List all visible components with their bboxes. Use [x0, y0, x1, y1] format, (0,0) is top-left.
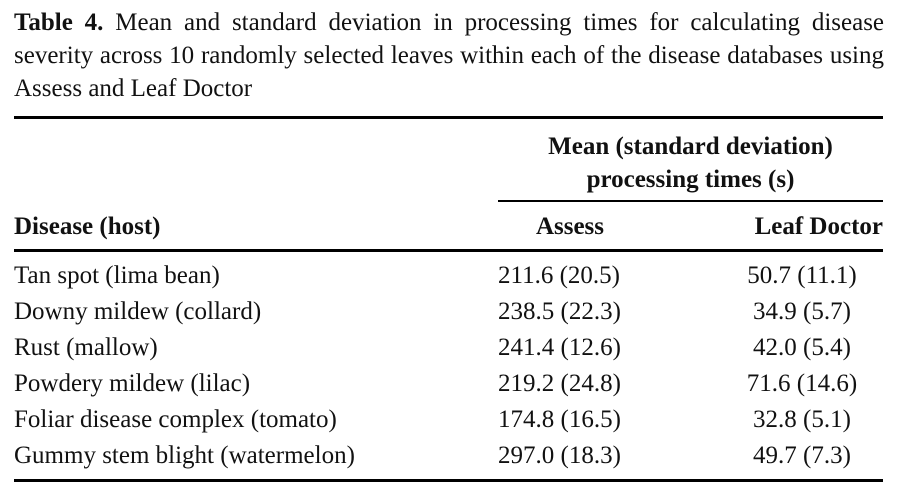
header-disease: Disease (host) — [14, 213, 161, 240]
header-assess: Assess — [535, 213, 605, 240]
table-body — [0, 258, 901, 474]
table-row — [0, 366, 901, 402]
cell-disease: Gummy stem blight (watermelon) — [14, 442, 355, 469]
cell-disease: Powdery mildew (lilac) — [14, 370, 251, 397]
cell-disease: Foliar disease complex (tomato) — [14, 406, 337, 433]
header-rule — [14, 249, 883, 252]
column-group-rule — [498, 200, 883, 202]
header-leaf-doctor: Leaf Doctor — [754, 213, 883, 240]
table-top-rule — [14, 116, 883, 119]
table-row — [0, 438, 901, 474]
cell-leaf-doctor: 32.8 (5.1) — [753, 406, 851, 433]
cell-leaf-doctor: 71.6 (14.6) — [746, 370, 858, 397]
cell-assess: 297.0 (18.3) — [498, 442, 621, 469]
caption-text: Mean and standard deviation in processing times for calculating disease severity across 10 randomly selected leaves within each of the disease databases using Assess and Leaf Doctor — [14, 9, 885, 102]
caption-label: Table 4. — [14, 9, 104, 36]
table-row — [0, 402, 901, 438]
cell-assess: 241.4 (12.6) — [498, 334, 621, 361]
table-row — [0, 330, 901, 366]
cell-assess: 238.5 (22.3) — [498, 298, 621, 325]
cell-leaf-doctor: 42.0 (5.4) — [753, 334, 851, 361]
cell-assess: 211.6 (20.5) — [498, 262, 620, 289]
cell-disease: Rust (mallow) — [14, 334, 158, 361]
cell-disease: Tan spot (lima bean) — [14, 262, 220, 289]
table-caption — [14, 6, 884, 105]
table-row — [0, 294, 901, 330]
cell-assess: 219.2 (24.8) — [498, 370, 621, 397]
table-row — [0, 258, 901, 294]
column-group-header: Mean (standard deviation) processing times (s) — [548, 133, 833, 193]
cell-assess: 174.8 (16.5) — [498, 406, 621, 433]
cell-disease: Downy mildew (collard) — [14, 298, 262, 325]
cell-leaf-doctor: 49.7 (7.3) — [753, 442, 851, 469]
cell-leaf-doctor: 34.9 (5.7) — [753, 298, 851, 325]
cell-leaf-doctor: 50.7 (11.1) — [747, 262, 857, 289]
table-bottom-rule — [14, 479, 883, 482]
